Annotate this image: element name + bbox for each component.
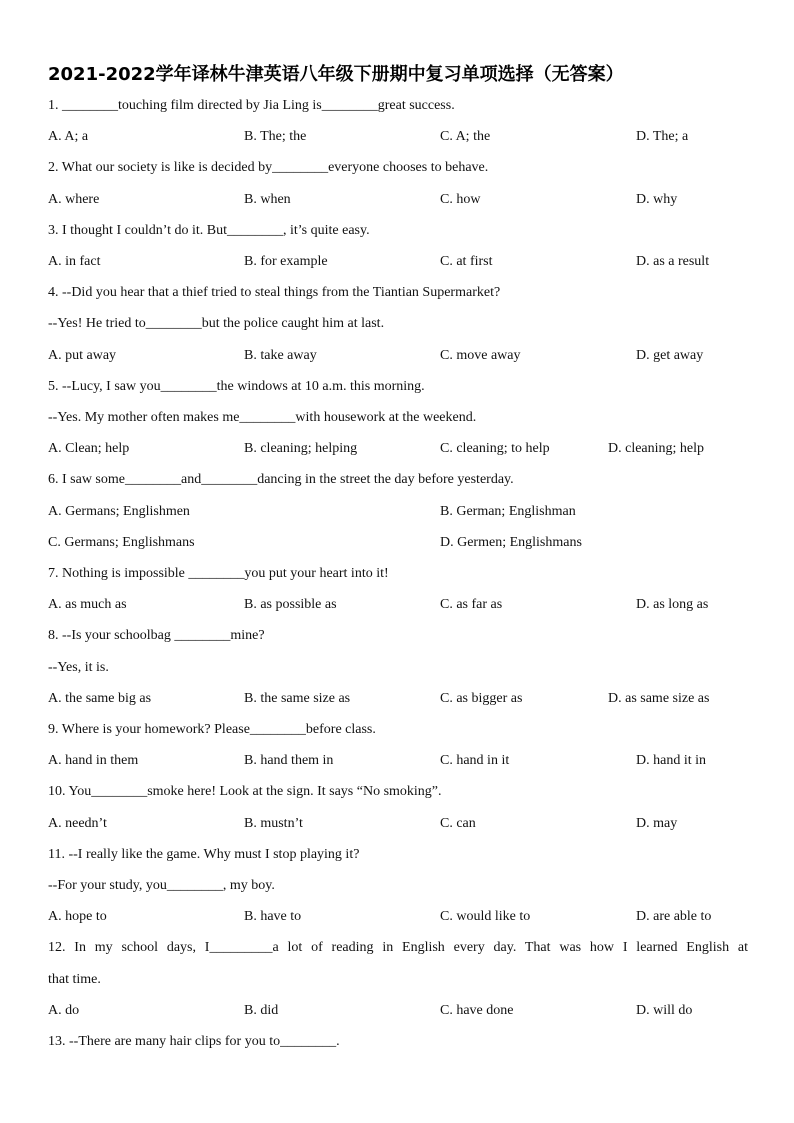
question-10-options	[48, 815, 748, 833]
question-5-stem: 5. --Lucy, I saw you________the windows at 10 a.m. this morning.	[48, 379, 425, 394]
question-8-options	[48, 690, 748, 708]
question-7-option-b: B. as possible as	[244, 597, 337, 612]
question-1-option-d: D. The; a	[636, 129, 689, 144]
question-4-stem-continued: --Yes! He tried to________but the police caught him at last.	[48, 316, 385, 331]
question-9-options	[48, 752, 748, 770]
question-3-option-a: A. in fact	[48, 254, 101, 269]
question-5-options	[48, 440, 748, 458]
question-8-stem: 8. --Is your schoolbag ________mine?	[48, 628, 265, 643]
question-3-option-d: D. as a result	[636, 254, 710, 269]
question-2-option-b: B. when	[244, 192, 291, 207]
question-4-option-d: D. get away	[636, 348, 704, 363]
question-12-option-a: A. do	[48, 1003, 80, 1018]
question-11-option-c: C. would like to	[440, 909, 531, 924]
question-7-option-c: C. as far as	[440, 597, 503, 612]
question-11-option-b: B. have to	[244, 909, 302, 924]
question-10-option-b: B. mustn’t	[244, 816, 303, 831]
question-12-option-b: B. did	[244, 1003, 279, 1018]
question-2-stem: 2. What our society is like is decided by________everyone chooses to behave.	[48, 160, 489, 175]
question-3-option-c: C. at first	[440, 254, 493, 269]
question-5-option-c: C. cleaning; to help	[440, 441, 550, 456]
question-6-options-row-1	[48, 503, 748, 521]
question-6-stem: 6. I saw some________and________dancing in the street the day before yesterday.	[48, 472, 514, 487]
question-4-options	[48, 347, 748, 365]
question-6-option-b: B. German; Englishman	[440, 504, 576, 519]
question-12-option-d: D. will do	[636, 1003, 693, 1018]
question-1-option-b: B. The; the	[244, 129, 307, 144]
question-3-option-b: B. for example	[244, 254, 328, 269]
question-9-option-b: B. hand them in	[244, 753, 334, 768]
question-1-stem: 1. ________touching film directed by Jia Ling is________great success.	[48, 98, 455, 113]
question-7-option-d: D. as long as	[636, 597, 709, 612]
question-12-option-c: C. have done	[440, 1003, 514, 1018]
question-7-options	[48, 596, 748, 614]
question-2-option-c: C. how	[440, 192, 481, 207]
question-5-option-b: B. cleaning; helping	[244, 441, 358, 456]
question-9-option-a: A. hand in them	[48, 753, 139, 768]
question-8-stem-continued: --Yes, it is.	[48, 660, 109, 675]
question-11-option-a: A. hope to	[48, 909, 107, 924]
question-10-stem: 10. You________smoke here! Look at the sign. It says “No smoking”.	[48, 784, 442, 799]
question-11-stem-continued: --For your study, you________, my boy.	[48, 878, 275, 893]
question-9-option-d: D. hand it in	[636, 753, 706, 768]
question-4-stem: 4. --Did you hear that a thief tried to steal things from the Tiantian Supermarket?	[48, 285, 501, 300]
question-7-option-a: A. as much as	[48, 597, 127, 612]
question-7-stem: 7. Nothing is impossible ________you put your heart into it!	[48, 566, 389, 581]
question-1-option-c: C. A; the	[440, 129, 491, 144]
question-2-options	[48, 191, 748, 209]
question-9-option-c: C. hand in it	[440, 753, 510, 768]
page-title: 2021-2022学年译林牛津英语八年级下册期中复习单项选择（无答案）	[48, 64, 624, 85]
question-2-option-a: A. where	[48, 192, 100, 207]
question-8-option-a: A. the same big as	[48, 691, 152, 706]
question-1-option-a: A. A; a	[48, 129, 89, 144]
question-11-options	[48, 908, 748, 926]
question-4-option-a: A. put away	[48, 348, 117, 363]
question-3-stem: 3. I thought I couldn’t do it. But________, it’s quite easy.	[48, 223, 370, 238]
question-10-option-a: A. needn’t	[48, 816, 107, 831]
question-12-options	[48, 1002, 748, 1020]
question-6-option-d: D. Germen; Englishmans	[440, 535, 582, 550]
question-5-option-a: A. Clean; help	[48, 441, 130, 456]
question-8-option-d: D. as same size as	[608, 691, 710, 706]
question-10-option-c: C. can	[440, 816, 476, 831]
question-6-options-row-2	[48, 534, 748, 552]
question-6-option-c: C. Germans; Englishmans	[48, 535, 195, 550]
question-2-option-d: D. why	[636, 192, 678, 207]
question-8-option-c: C. as bigger as	[440, 691, 523, 706]
question-6-option-a: A. Germans; Englishmen	[48, 504, 190, 519]
question-5-stem-continued: --Yes. My mother often makes me________with housework at the weekend.	[48, 410, 477, 425]
question-12-stem: 12. In my school days, I_________a lot of reading in English every day. That was how I learned English at	[48, 940, 748, 955]
question-4-option-b: B. take away	[244, 348, 317, 363]
question-10-option-d: D. may	[636, 816, 678, 831]
question-12-stem-continued: that time.	[48, 972, 101, 987]
question-13-stem: 13. --There are many hair clips for you to________.	[48, 1034, 340, 1049]
question-11-option-d: D. are able to	[636, 909, 712, 924]
question-1-options	[48, 128, 748, 146]
question-3-options	[48, 253, 748, 271]
question-8-option-b: B. the same size as	[244, 691, 351, 706]
question-11-stem: 11. --I really like the game. Why must I stop playing it?	[48, 847, 360, 862]
question-4-option-c: C. move away	[440, 348, 521, 363]
question-9-stem: 9. Where is your homework? Please________before class.	[48, 722, 376, 737]
question-5-option-d: D. cleaning; help	[608, 441, 705, 456]
